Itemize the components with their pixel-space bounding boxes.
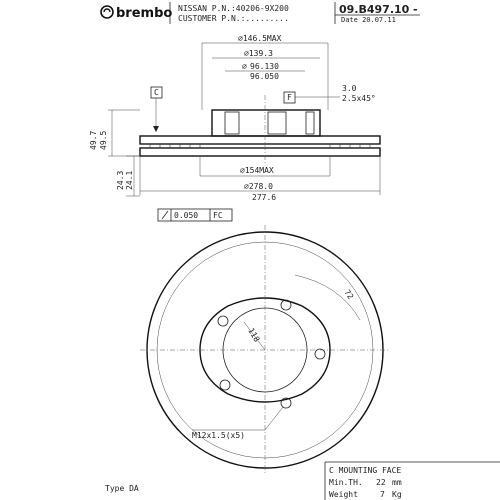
type-label: Type DA — [105, 484, 139, 493]
dim-offset-top: 24.3 — [116, 170, 125, 190]
min-thickness-value: 22 — [376, 478, 386, 487]
datum-c-label: C — [154, 88, 159, 97]
dim-height-bottom: 49.5 — [99, 130, 108, 150]
dim-bore-lower: 96.050 — [250, 72, 279, 81]
drawing-date: Date 20.07.11 — [341, 16, 396, 24]
dim-bolt-circle: 118 — [246, 326, 262, 344]
dim-bore-upper: 96.130 — [250, 62, 279, 71]
dim-height-top: 49.7 — [89, 130, 98, 150]
brembo-logo-icon — [101, 6, 113, 18]
dim-diameter-139: ∅139.3 — [244, 49, 273, 58]
weight-label: Weight — [329, 490, 358, 499]
weight-value: 7 — [380, 490, 385, 499]
runout-tolerance-frame — [158, 209, 232, 221]
footer — [105, 462, 500, 500]
dim-bore-symbol: ∅ — [242, 62, 247, 71]
dim-bolt-angle: 72 — [342, 287, 356, 302]
oem-part-number: NISSAN P.N.:40206-9X200 — [178, 4, 289, 13]
part-suffix: - — [413, 3, 418, 16]
bolt-hole — [281, 300, 291, 310]
disc-section-profile — [140, 95, 380, 165]
weight-unit: Kg — [392, 490, 402, 499]
chamfer-bottom: 2.5x45° — [342, 94, 376, 103]
min-thickness-label: Min.TH. — [329, 478, 363, 487]
dim-outer-diameter-bottom: 277.6 — [252, 193, 277, 202]
chamfer-top: 3.0 — [342, 84, 357, 93]
runout-datum: FC — [213, 211, 223, 220]
customer-part-number: CUSTOMER P.N.:......... — [178, 14, 289, 23]
thread-callout: M12x1.5(x5) — [192, 431, 245, 440]
front-view — [140, 225, 390, 475]
dim-overall-diameter-max: ∅146.5MAX — [238, 34, 282, 43]
bolt-hole — [218, 316, 228, 326]
part-number: 09.B497.10 — [339, 3, 410, 16]
section-view — [89, 34, 380, 221]
bolt-hole — [315, 349, 325, 359]
bolt-hole — [220, 380, 230, 390]
brand-name: brembo — [116, 6, 173, 21]
datum-f-label: F — [287, 93, 292, 102]
dim-offset-bottom: 24.1 — [125, 170, 134, 190]
dim-inner-diameter-max: ∅154MAX — [240, 166, 274, 175]
runout-icon — [162, 211, 168, 219]
runout-value: 0.050 — [174, 211, 199, 220]
dim-outer-diameter-top: ∅278.0 — [244, 182, 273, 191]
header — [101, 2, 420, 24]
min-thickness-unit: mm — [392, 478, 402, 487]
mounting-face-note: C MOUNTING FACE — [329, 466, 402, 475]
